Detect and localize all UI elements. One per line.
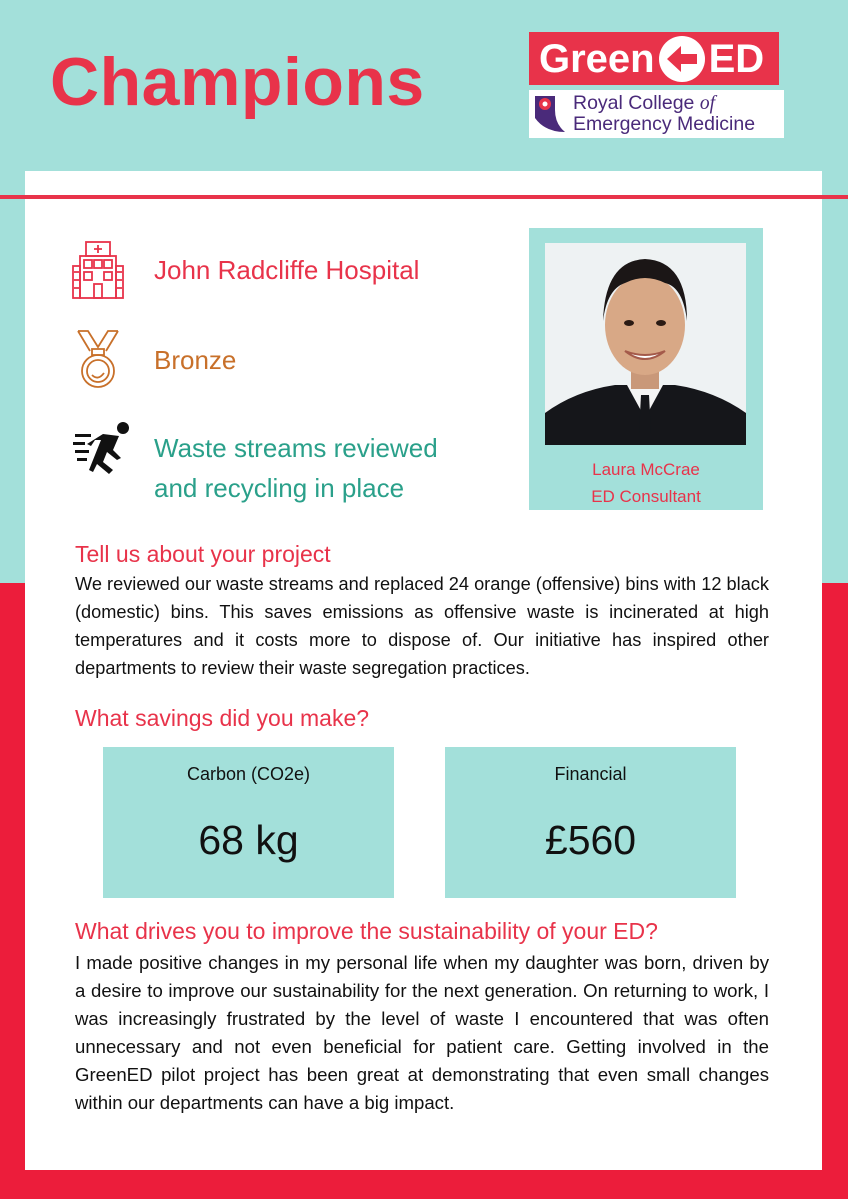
financial-label: Financial xyxy=(554,764,627,784)
carbon-savings-box xyxy=(103,747,394,898)
rcem-text xyxy=(573,93,755,135)
rcem-line1: Royal College xyxy=(573,92,695,114)
hospital-name: John Radcliffe Hospital xyxy=(154,255,420,285)
award-row xyxy=(72,329,124,389)
project-summary-line1: Waste streams reviewed xyxy=(154,433,438,463)
greened-logo xyxy=(529,32,779,85)
rcem-of: of xyxy=(699,93,715,114)
project-row xyxy=(72,420,134,480)
profile-caption xyxy=(529,456,763,510)
project-summary xyxy=(154,428,438,508)
project-heading: Tell us about your project xyxy=(75,541,331,567)
hospital-icon xyxy=(72,240,124,300)
logo-green-text: Green xyxy=(539,36,655,81)
left-arrow-icon xyxy=(659,36,705,82)
carbon-value: 68 kg xyxy=(198,817,299,863)
financial-value: £560 xyxy=(544,817,637,863)
project-summary-line2: and recycling in place xyxy=(154,473,405,503)
award-level: Bronze xyxy=(154,345,237,375)
rcem-line2: Emergency Medicine xyxy=(573,113,756,135)
runner-icon xyxy=(72,420,134,480)
divider-line xyxy=(0,195,848,199)
profile-role: ED Consultant xyxy=(591,487,701,506)
hospital-row xyxy=(72,240,124,300)
logo-ed-text: ED xyxy=(708,36,765,81)
rcem-shield-icon xyxy=(533,92,567,136)
savings-heading: What savings did you make? xyxy=(75,705,370,731)
rcem-logo xyxy=(529,90,784,138)
profile-name: Laura McCrae xyxy=(592,460,700,479)
drives-text: I made positive changes in my personal life when my daughter was born, driven by a desire to improve our sustainability for the next generation. On returning to work, I was increasingly frustrated by the level of waste I encountered that was often unnecessary and not even beneficial for patient care. Getting involved in the GreenED pilot project has been great at demonstrating that even small changes within our departments can have a big impact. xyxy=(75,952,769,1113)
medal-icon xyxy=(72,329,124,389)
page-title: Champions xyxy=(50,44,425,120)
project-text: We reviewed our waste streams and replaced 24 orange (offensive) bins with 12 black (domestic) bins. This saves emissions as offensive waste is incinerated at high temperatures and it costs more to dispose of. Our initiative has inspired other departments to review their waste segregation practices. xyxy=(75,574,769,678)
financial-savings-box xyxy=(445,747,736,898)
profile-photo xyxy=(545,243,746,445)
drives-heading: What drives you to improve the sustainability of your ED? xyxy=(75,918,658,944)
carbon-label: Carbon (CO2e) xyxy=(186,764,311,784)
